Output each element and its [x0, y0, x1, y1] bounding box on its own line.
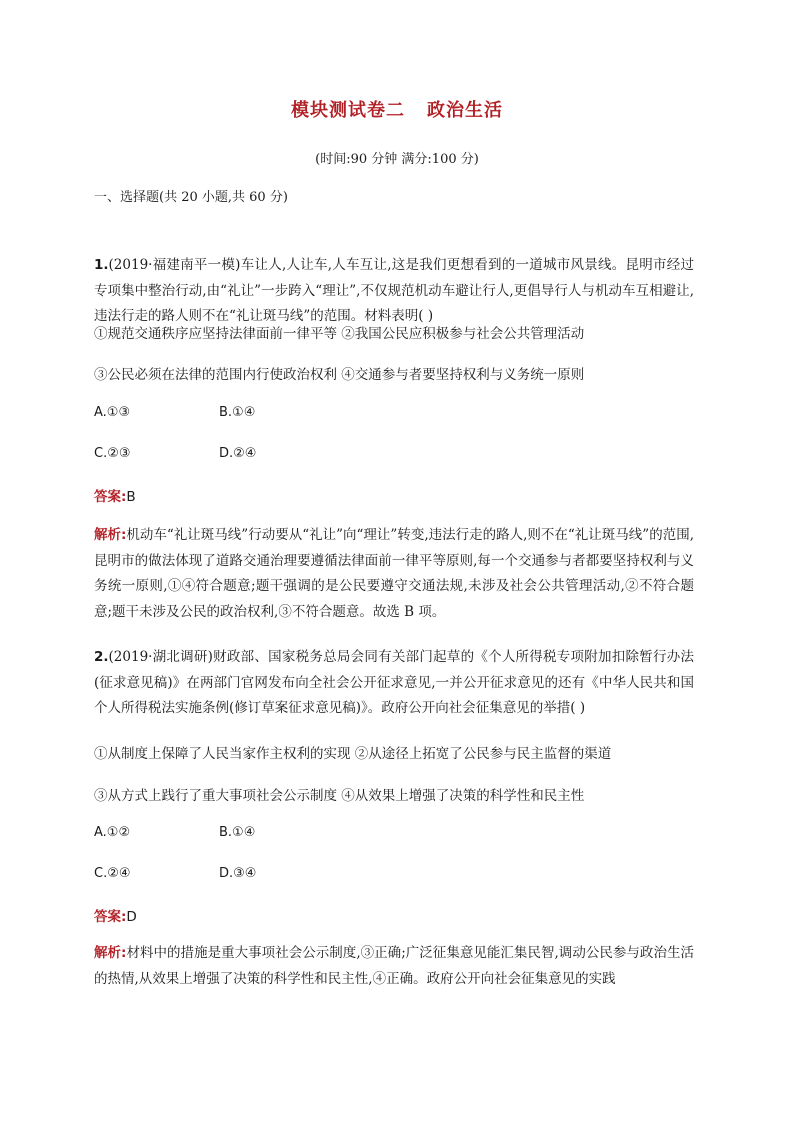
- question-2-option-d: D.③④: [219, 866, 257, 881]
- question-2-statement-row-1: ①从制度上保障了人民当家作主权利的实现 ②从途径上拓宽了公民参与民主监督的渠道: [94, 746, 612, 762]
- question-1-option-a: A.①③: [94, 405, 131, 420]
- question-1-stem: [94, 253, 694, 330]
- explanation-text: 机动车“礼让斑马线”行动要从“礼让”向“理让”转变,违法行走的路人,则不在“礼让斑马线”的范围,昆明市的做法体现了道路交通治理要遵循法律面前一律平等原则,每一个交通参与者都要坚持权利与义务统一原则,①④符合题意;题干强调的是公民要遵守交通法规,未涉及社会公共管理活动,②不符合题意;题干未涉及公民的政治权利,③不符合题意。故选 B 项。: [94, 527, 694, 620]
- question-2-option-b: B.①④: [219, 825, 256, 840]
- question-2-option-a: A.①②: [94, 825, 131, 840]
- answer-label: 答案:: [94, 909, 127, 925]
- answer-value: D: [126, 909, 137, 925]
- section-heading: 一、选择题(共 20 小题,共 60 分): [94, 190, 288, 205]
- answer-label: 答案:: [94, 489, 127, 505]
- question-1-text: (2019·福建南平一模)车让人,人让车,人车互让,这是我们更想看到的一道城市风景线。昆明市经过专项集中整治行动,由“礼让”一步跨入“理让”,不仅规范机动车避让行人,更倡导行人与机动车互相避让,违法行走的路人则不在“礼让斑马线”的范围。材料表明( ): [94, 257, 694, 324]
- page-title: [0, 96, 794, 122]
- question-1-answer: [94, 485, 136, 505]
- question-1-number: 1.: [94, 257, 109, 273]
- question-1-statement-row-2: ③公民必须在法律的范围内行使政治权利 ④交通参与者要坚持权利与义务统一原则: [94, 367, 585, 383]
- question-2-statement-row-2: ③从方式上践行了重大事项社会公示制度 ④从效果上增强了决策的科学性和民主性: [94, 788, 585, 804]
- question-2-answer: [94, 905, 137, 925]
- question-2-option-c: C.②④: [94, 866, 131, 881]
- explanation-label: 解析:: [94, 945, 127, 961]
- question-2-explanation: [94, 941, 694, 992]
- title-part-1: 模块测试卷二: [291, 100, 405, 121]
- exam-info: (时间:90 分钟 满分:100 分): [315, 152, 479, 167]
- title-part-2: 政治生活: [427, 100, 503, 121]
- question-2-stem: [94, 645, 694, 722]
- question-1-option-d: D.②④: [219, 446, 257, 461]
- explanation-label: 解析:: [94, 527, 127, 543]
- question-1-option-b: B.①④: [219, 405, 256, 420]
- question-1-statement-row-1: ①规范交通秩序应坚持法律面前一律平等 ②我国公民应积极参与社会公共管理活动: [94, 326, 585, 342]
- question-1-option-c: C.②③: [94, 446, 131, 461]
- question-2-number: 2.: [94, 649, 109, 665]
- question-1-explanation: [94, 523, 694, 625]
- question-2-text: (2019·湖北调研)财政部、国家税务总局会同有关部门起草的《个人所得税专项附加扣除暂行办法(征求意见稿)》在两部门官网发布向全社会公开征求意见,一并公开征求意见的还有《中华人民共和国个人所得税法实施条例(修订草案征求意见稿)》。政府公开向社会征集意见的举措( ): [94, 649, 694, 716]
- explanation-text: 材料中的措施是重大事项社会公示制度,③正确;广泛征集意见能汇集民智,调动公民参与政治生活的热情,从效果上增强了决策的科学性和民主性,④正确。政府公开向社会征集意见的实践: [94, 945, 694, 987]
- answer-value: B: [126, 489, 136, 505]
